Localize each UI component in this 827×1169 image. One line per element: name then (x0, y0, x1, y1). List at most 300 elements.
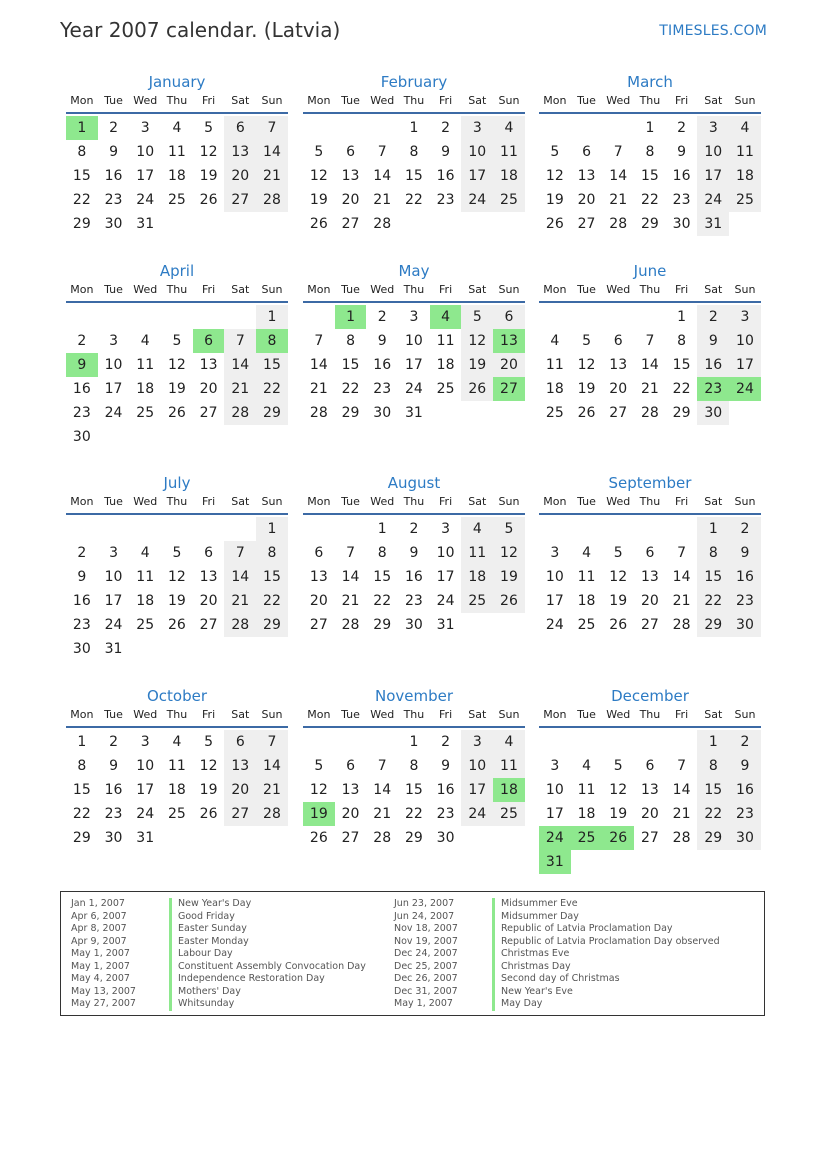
day-cell: 7 (613, 144, 623, 160)
day-cell: 9 (729, 754, 761, 778)
day-cell: 8 (77, 144, 87, 160)
weekday-label: Thu (166, 283, 188, 296)
month-november (303, 684, 525, 850)
day-cell: 6 (346, 144, 355, 160)
legend-row (394, 948, 720, 961)
day-cell: 26 (309, 830, 328, 846)
day-cell: 7 (256, 730, 288, 754)
day-cell: 22 (72, 192, 91, 208)
day-grid (303, 116, 525, 236)
day-cell: 3 (140, 734, 150, 750)
day-cell: 3 (461, 116, 493, 140)
day-cell: 15 (72, 168, 91, 184)
empty-cell (224, 517, 256, 541)
day-cell: 9 (377, 333, 387, 349)
weekday-label: Sat (231, 708, 250, 721)
day-cell: 21 (256, 778, 288, 802)
holiday-name: Constituent Assembly Convocation Day (169, 961, 366, 974)
weekday-label: Tue (577, 283, 596, 296)
empty-cell (634, 517, 666, 541)
weekday-label: Sun (498, 495, 520, 508)
day-cell: 12 (545, 168, 564, 184)
month-june (539, 259, 761, 425)
weekday-label: Fri (439, 708, 453, 721)
day-cell: 19 (609, 806, 628, 822)
weekday-label: Wed (133, 708, 158, 721)
weekday-label: Wed (133, 283, 158, 296)
holiday-day-cell: 4 (430, 305, 462, 329)
day-cell: 22 (256, 589, 288, 613)
empty-cell (66, 517, 98, 541)
weekday-label: Sun (498, 94, 520, 107)
weekday-label: Sun (261, 94, 283, 107)
day-cell: 11 (729, 140, 761, 164)
day-cell: 7 (377, 758, 387, 774)
day-cell: 7 (677, 758, 687, 774)
day-cell: 16 (72, 593, 91, 609)
day-cell: 1 (645, 120, 655, 136)
holiday-day-cell: 24 (539, 826, 571, 850)
day-cell: 21 (373, 806, 392, 822)
day-cell: 4 (582, 545, 591, 561)
weekday-header (539, 94, 761, 114)
day-cell: 20 (341, 192, 360, 208)
empty-cell (335, 730, 367, 754)
day-cell: 22 (373, 593, 392, 609)
day-cell: 11 (461, 541, 493, 565)
holiday-day-cell: 27 (493, 377, 525, 401)
day-cell: 15 (373, 569, 392, 585)
weekday-label: Tue (577, 94, 596, 107)
day-cell: 8 (409, 758, 419, 774)
day-cell: 20 (199, 381, 218, 397)
day-cell: 17 (697, 164, 729, 188)
day-cell: 29 (404, 830, 423, 846)
weekday-label: Sat (468, 495, 487, 508)
day-cell: 26 (167, 405, 186, 421)
holiday-name: Good Friday (169, 911, 235, 924)
empty-cell (224, 305, 256, 329)
day-cell: 10 (104, 569, 123, 585)
day-cell: 4 (140, 333, 150, 349)
day-cell: 18 (136, 593, 155, 609)
weekday-label: Tue (104, 94, 123, 107)
holiday-date: Dec 31, 2007 (394, 985, 458, 997)
weekday-label: Tue (341, 94, 360, 107)
day-cell: 31 (404, 405, 423, 421)
day-cell: 12 (199, 758, 218, 774)
month-name: August (387, 474, 441, 492)
day-cell: 23 (373, 381, 392, 397)
day-cell: 27 (199, 405, 218, 421)
day-cell: 1 (77, 734, 87, 750)
day-cell: 4 (729, 116, 761, 140)
day-cell: 3 (140, 120, 150, 136)
day-cell: 14 (256, 140, 288, 164)
empty-cell (303, 305, 335, 329)
day-cell: 11 (436, 333, 455, 349)
weekday-label: Sun (734, 495, 756, 508)
day-cell: 17 (461, 778, 493, 802)
day-cell: 20 (341, 806, 360, 822)
weekday-label: Mon (543, 495, 567, 508)
month-name: July (163, 474, 191, 492)
day-cell: 2 (109, 120, 118, 136)
month-may (303, 259, 525, 425)
day-cell: 28 (309, 405, 328, 421)
weekday-label: Tue (104, 708, 123, 721)
weekday-label: Sun (498, 708, 520, 721)
holiday-name: Midsummer Eve (492, 898, 578, 911)
empty-cell (571, 116, 603, 140)
weekday-label: Tue (341, 708, 360, 721)
day-cell: 14 (672, 569, 691, 585)
day-cell: 22 (697, 802, 729, 826)
day-cell: 1 (697, 517, 729, 541)
day-grid (303, 305, 525, 425)
day-cell: 21 (309, 381, 328, 397)
day-cell: 27 (224, 802, 256, 826)
day-cell: 9 (441, 144, 451, 160)
weekday-label: Sun (261, 708, 283, 721)
legend-row (71, 986, 366, 999)
empty-cell (571, 517, 603, 541)
day-cell: 25 (461, 589, 493, 613)
day-cell: 18 (167, 168, 186, 184)
day-cell: 25 (493, 188, 525, 212)
day-cell: 26 (609, 617, 628, 633)
holiday-date: Dec 24, 2007 (394, 948, 458, 959)
day-cell: 27 (224, 188, 256, 212)
holiday-name: Independence Restoration Day (169, 973, 325, 986)
holiday-name: May Day (492, 998, 542, 1011)
holiday-name: Midsummer Day (492, 911, 579, 924)
weekday-label: Sat (468, 708, 487, 721)
legend-row (71, 923, 366, 936)
day-cell: 31 (136, 216, 155, 232)
legend-row (394, 911, 720, 924)
weekday-label: Tue (577, 495, 596, 508)
day-cell: 26 (167, 617, 186, 633)
day-cell: 10 (436, 545, 455, 561)
month-february (303, 70, 525, 236)
holiday-name: Republic of Latvia Proclamation Day observed (492, 936, 720, 949)
day-cell: 20 (640, 806, 659, 822)
weekday-label: Thu (166, 94, 188, 107)
day-cell: 6 (314, 545, 324, 561)
day-cell: 13 (224, 754, 256, 778)
day-cell: 6 (645, 545, 655, 561)
day-cell: 11 (577, 569, 596, 585)
day-cell: 12 (461, 329, 493, 353)
day-cell: 17 (729, 353, 761, 377)
day-cell: 2 (729, 517, 761, 541)
weekday-label: Wed (370, 283, 395, 296)
day-cell: 3 (109, 545, 118, 561)
day-cell: 18 (461, 565, 493, 589)
weekday-label: Wed (370, 94, 395, 107)
day-cell: 14 (341, 569, 360, 585)
month-name: November (374, 687, 454, 705)
month-name: June (633, 262, 667, 280)
day-cell: 7 (224, 541, 256, 565)
day-cell: 22 (72, 806, 91, 822)
empty-cell (335, 116, 367, 140)
day-cell: 30 (436, 830, 455, 846)
day-cell: 22 (640, 192, 659, 208)
weekday-label: Mon (307, 94, 331, 107)
day-cell: 5 (204, 120, 214, 136)
day-cell: 1 (377, 521, 387, 537)
weekday-label: Tue (341, 495, 360, 508)
day-cell: 28 (373, 830, 392, 846)
day-cell: 19 (167, 593, 186, 609)
day-cell: 28 (224, 613, 256, 637)
day-cell: 16 (729, 778, 761, 802)
weekday-label: Sat (468, 94, 487, 107)
day-cell: 3 (550, 545, 560, 561)
day-cell: 27 (577, 216, 596, 232)
day-cell: 29 (697, 826, 729, 850)
holiday-date: Jan 1, 2007 (71, 898, 125, 909)
empty-cell (129, 305, 161, 329)
day-cell: 19 (609, 593, 628, 609)
day-cell: 8 (256, 541, 288, 565)
weekday-label: Sat (231, 94, 250, 107)
holiday-name: Christmas Day (492, 961, 571, 974)
weekday-header (303, 283, 525, 303)
holiday-day-cell: 9 (66, 353, 98, 377)
weekday-header (539, 495, 761, 515)
empty-cell (161, 305, 193, 329)
holiday-date: Dec 25, 2007 (394, 960, 458, 972)
day-cell: 29 (256, 613, 288, 637)
legend-row (394, 898, 720, 911)
day-cell: 3 (109, 333, 118, 349)
day-cell: 4 (461, 517, 493, 541)
weekday-header (303, 94, 525, 114)
day-cell: 15 (404, 782, 423, 798)
day-cell: 1 (409, 734, 419, 750)
day-cell: 15 (697, 778, 729, 802)
day-cell: 6 (645, 758, 655, 774)
weekday-label: Sat (231, 495, 250, 508)
weekday-label: Thu (639, 708, 661, 721)
day-cell: 2 (77, 333, 87, 349)
weekday-header (539, 708, 761, 728)
weekday-label: Fri (439, 495, 453, 508)
month-april (66, 259, 288, 449)
day-grid (539, 730, 761, 874)
weekday-label: Sun (498, 283, 520, 296)
holiday-name: Mothers' Day (169, 986, 241, 999)
empty-cell (666, 517, 698, 541)
day-cell: 13 (341, 782, 360, 798)
day-cell: 3 (409, 309, 419, 325)
day-cell: 11 (577, 782, 596, 798)
weekday-label: Thu (403, 283, 425, 296)
day-cell: 23 (436, 806, 455, 822)
empty-cell (634, 305, 666, 329)
day-cell: 10 (104, 357, 123, 373)
weekday-label: Fri (675, 94, 689, 107)
holiday-date: Jun 23, 2007 (394, 898, 455, 909)
day-cell: 21 (373, 192, 392, 208)
holiday-day-cell: 23 (697, 377, 729, 401)
day-cell: 17 (461, 164, 493, 188)
day-cell: 27 (640, 617, 659, 633)
day-cell: 5 (613, 758, 623, 774)
day-cell: 29 (72, 830, 91, 846)
day-cell: 30 (373, 405, 392, 421)
day-cell: 21 (256, 164, 288, 188)
day-grid (66, 305, 288, 449)
day-cell: 2 (377, 309, 387, 325)
day-cell: 11 (136, 569, 155, 585)
day-cell: 30 (672, 216, 691, 232)
day-cell: 1 (697, 730, 729, 754)
day-cell: 6 (224, 730, 256, 754)
day-grid (539, 116, 761, 236)
day-cell: 1 (256, 305, 288, 329)
weekday-label: Sun (261, 495, 283, 508)
day-cell: 26 (461, 377, 493, 401)
day-cell: 10 (404, 333, 423, 349)
day-cell: 11 (493, 754, 525, 778)
day-cell: 27 (341, 216, 360, 232)
day-cell: 5 (550, 144, 560, 160)
weekday-label: Mon (70, 94, 94, 107)
empty-cell (602, 116, 634, 140)
day-cell: 14 (373, 782, 392, 798)
day-cell: 23 (104, 806, 123, 822)
day-cell: 11 (545, 357, 564, 373)
day-cell: 12 (167, 569, 186, 585)
holiday-name: Easter Sunday (169, 923, 247, 936)
day-cell: 30 (72, 429, 91, 445)
holiday-legend (60, 891, 765, 1016)
day-cell: 30 (72, 641, 91, 657)
day-grid (303, 730, 525, 850)
weekday-header (66, 283, 288, 303)
day-cell: 14 (224, 565, 256, 589)
day-cell: 29 (672, 405, 691, 421)
day-cell: 30 (404, 617, 423, 633)
day-cell: 25 (436, 381, 455, 397)
day-cell: 30 (729, 826, 761, 850)
holiday-name: Second day of Christmas (492, 973, 620, 986)
holiday-name: Easter Monday (169, 936, 249, 949)
day-cell: 27 (309, 617, 328, 633)
day-cell: 4 (140, 545, 150, 561)
month-october (66, 684, 288, 850)
day-cell: 19 (577, 381, 596, 397)
day-cell: 8 (409, 144, 419, 160)
day-cell: 28 (672, 830, 691, 846)
day-cell: 16 (404, 569, 423, 585)
day-cell: 1 (256, 517, 288, 541)
weekday-header (66, 708, 288, 728)
day-cell: 11 (167, 144, 186, 160)
day-cell: 21 (672, 806, 691, 822)
holiday-date: Dec 26, 2007 (394, 973, 458, 984)
day-cell: 7 (346, 545, 355, 561)
weekday-label: Fri (439, 94, 453, 107)
day-cell: 20 (224, 778, 256, 802)
day-cell: 16 (104, 168, 123, 184)
day-cell: 17 (104, 593, 123, 609)
day-cell: 6 (204, 545, 214, 561)
month-name: February (380, 73, 448, 91)
weekday-label: Mon (543, 283, 567, 296)
day-cell: 2 (677, 120, 687, 136)
day-cell: 6 (224, 116, 256, 140)
day-cell: 20 (609, 381, 628, 397)
day-cell: 23 (404, 593, 423, 609)
day-grid (66, 730, 288, 850)
empty-cell (193, 305, 225, 329)
legend-row (71, 948, 366, 961)
day-cell: 2 (77, 545, 87, 561)
weekday-label: Sat (704, 283, 723, 296)
day-cell: 27 (640, 830, 659, 846)
day-cell: 29 (373, 617, 392, 633)
day-cell: 9 (109, 758, 118, 774)
day-cell: 8 (377, 545, 387, 561)
day-cell: 21 (609, 192, 628, 208)
day-cell: 6 (613, 333, 623, 349)
day-cell: 7 (645, 333, 655, 349)
day-cell: 18 (729, 164, 761, 188)
weekday-label: Fri (675, 708, 689, 721)
day-cell: 8 (677, 333, 687, 349)
weekday-label: Fri (675, 283, 689, 296)
month-name: May (398, 262, 430, 280)
day-cell: 8 (697, 754, 729, 778)
weekday-header (66, 495, 288, 515)
site-link[interactable]: TIMESLES.COM (659, 23, 767, 39)
day-cell: 28 (609, 216, 628, 232)
day-cell: 5 (172, 333, 182, 349)
month-name: October (146, 687, 208, 705)
weekday-label: Sun (734, 708, 756, 721)
day-cell: 13 (199, 357, 218, 373)
day-cell: 10 (461, 754, 493, 778)
holiday-name: Christmas Eve (492, 948, 569, 961)
day-cell: 1 (677, 309, 687, 325)
empty-cell (634, 730, 666, 754)
day-cell: 5 (204, 734, 214, 750)
day-cell: 9 (77, 569, 87, 585)
holiday-day-cell: 31 (539, 850, 571, 874)
day-cell: 17 (104, 381, 123, 397)
weekday-label: Wed (133, 495, 158, 508)
day-cell: 14 (672, 782, 691, 798)
holiday-name: New Year's Day (169, 898, 251, 911)
empty-cell (602, 730, 634, 754)
day-cell: 21 (224, 377, 256, 401)
day-cell: 22 (256, 377, 288, 401)
day-cell: 5 (461, 305, 493, 329)
weekday-label: Tue (104, 495, 123, 508)
day-cell: 2 (729, 730, 761, 754)
day-cell: 29 (640, 216, 659, 232)
day-cell: 21 (672, 593, 691, 609)
day-cell: 16 (729, 565, 761, 589)
day-cell: 28 (373, 216, 392, 232)
empty-cell (303, 730, 335, 754)
day-cell: 8 (77, 758, 87, 774)
